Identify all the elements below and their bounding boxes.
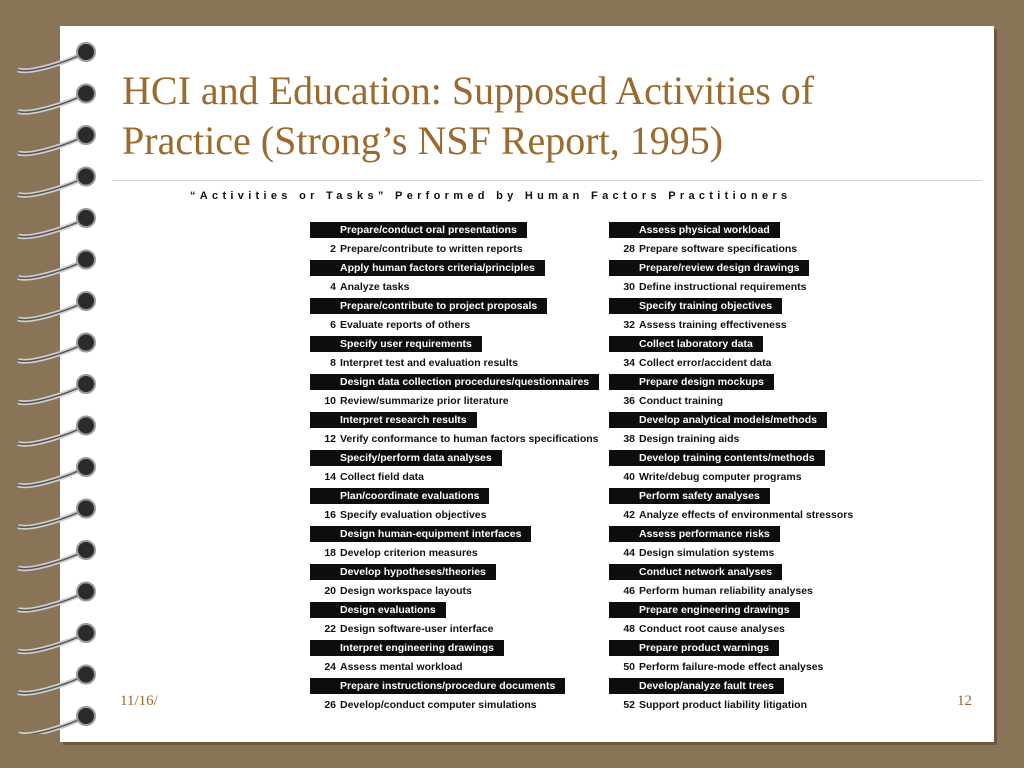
activity-label: Prepare/conduct oral presentations <box>310 222 527 238</box>
spiral-hole <box>77 417 95 435</box>
activity-label: Design data collection procedures/questionnaires <box>310 374 599 390</box>
activity-item <box>310 563 599 582</box>
spiral-hole <box>77 43 95 61</box>
activity-item <box>609 278 853 297</box>
slide-title-line2: Practice (Strong’s NSF Report, 1995) <box>122 118 724 163</box>
activity-label: Conduct network analyses <box>609 564 782 580</box>
slide-title <box>122 66 952 166</box>
slide-date: 11/16/ <box>120 693 158 709</box>
activity-number: 8 <box>330 357 336 369</box>
activity-number: 6 <box>330 319 336 331</box>
activity-item <box>310 620 599 639</box>
spiral-wire <box>18 592 86 611</box>
spiral-hole <box>77 168 95 186</box>
activity-item <box>310 468 599 487</box>
activity-label: Collect error/accident data <box>639 357 772 369</box>
activity-item <box>310 411 599 430</box>
activity-label: Prepare software specifications <box>639 243 798 255</box>
activity-label: Develop hypotheses/theories <box>310 564 496 580</box>
activity-label: Develop criterion measures <box>340 547 478 559</box>
activity-label: Assess training effectiveness <box>639 319 787 331</box>
activity-number: 38 <box>623 433 635 445</box>
spiral-wire <box>18 301 86 320</box>
spiral-wire <box>18 52 86 71</box>
activity-item <box>609 449 853 468</box>
spiral-wire <box>18 467 86 486</box>
activity-item <box>310 278 599 297</box>
activity-number: 48 <box>623 623 635 635</box>
activity-item <box>609 297 853 316</box>
spiral-hole <box>77 251 95 269</box>
spiral-hole <box>77 666 95 684</box>
spiral-hole <box>77 583 95 601</box>
spiral-wire <box>18 343 86 362</box>
activity-item <box>310 601 599 620</box>
activity-item <box>609 316 853 335</box>
spiral-wire <box>18 716 86 734</box>
activity-number: 24 <box>324 661 336 673</box>
spiral-hole <box>77 624 95 642</box>
activity-label: Plan/coordinate evaluations <box>310 488 489 504</box>
activity-label: Define instructional requirements <box>639 281 807 293</box>
activity-label: Design workspace layouts <box>340 585 472 597</box>
title-divider <box>112 180 982 181</box>
activity-item <box>609 259 853 278</box>
activity-label: Develop training contents/methods <box>609 450 825 466</box>
activity-item <box>310 335 599 354</box>
activity-item <box>310 240 599 259</box>
activity-item <box>310 297 599 316</box>
activity-number: 44 <box>623 547 635 559</box>
activity-label: Prepare product warnings <box>609 640 779 656</box>
activity-number: 16 <box>324 509 336 521</box>
activity-label: Review/summarize prior literature <box>340 395 509 407</box>
activity-label: Assess mental workload <box>340 661 463 673</box>
activity-item <box>609 487 853 506</box>
activity-item <box>609 392 853 411</box>
activity-number: 46 <box>623 585 635 597</box>
activity-label: Interpret research results <box>310 412 477 428</box>
activity-label: Interpret engineering drawings <box>310 640 504 656</box>
activity-number: 18 <box>324 547 336 559</box>
activity-item <box>609 620 853 639</box>
activity-number: 34 <box>623 357 635 369</box>
activity-item <box>310 487 599 506</box>
activity-item <box>310 544 599 563</box>
spiral-wire <box>18 135 86 154</box>
activity-item <box>609 335 853 354</box>
activity-label: Collect laboratory data <box>609 336 763 352</box>
spiral-wire <box>18 260 86 279</box>
spiral-hole <box>77 707 95 725</box>
activities-list-right <box>609 221 853 715</box>
activity-label: Prepare design mockups <box>609 374 774 390</box>
activities-list-left <box>310 221 599 715</box>
activity-label: Perform human reliability analyses <box>639 585 813 597</box>
spiral-wire <box>18 218 86 237</box>
spiral-wire <box>18 509 86 528</box>
activity-item <box>609 221 853 240</box>
activity-label: Verify conformance to human factors specifications <box>340 433 599 445</box>
activity-number: 26 <box>324 699 336 711</box>
activity-item <box>609 411 853 430</box>
spiral-wire <box>18 384 86 403</box>
activity-item <box>310 354 599 373</box>
spiral-hole <box>77 500 95 518</box>
activity-label: Support product liability litigation <box>639 699 807 711</box>
spiral-wire <box>18 94 86 113</box>
activity-item <box>609 677 853 696</box>
activity-item <box>310 259 599 278</box>
activity-label: Develop/conduct computer simulations <box>340 699 537 711</box>
activity-number: 42 <box>623 509 635 521</box>
spiral-hole <box>77 85 95 103</box>
activity-item <box>609 639 853 658</box>
activity-item <box>310 430 599 449</box>
activity-item <box>310 392 599 411</box>
activity-label: Design software-user interface <box>340 623 494 635</box>
spiral-hole <box>77 334 95 352</box>
activity-item <box>310 658 599 677</box>
activity-item <box>609 544 853 563</box>
activity-item <box>609 430 853 449</box>
activity-label: Specify evaluation objectives <box>340 509 487 521</box>
slide-page-number: 12 <box>957 693 972 709</box>
activity-item <box>310 696 599 715</box>
activity-number: 40 <box>623 471 635 483</box>
spiral-hole <box>77 541 95 559</box>
activity-label: Perform failure-mode effect analyses <box>639 661 824 673</box>
activity-item <box>609 468 853 487</box>
activity-number: 28 <box>623 243 635 255</box>
spiral-binding-icon <box>12 34 104 734</box>
activity-item <box>310 221 599 240</box>
activity-label: Prepare instructions/procedure documents <box>310 678 565 694</box>
activity-item <box>609 506 853 525</box>
activity-item <box>310 582 599 601</box>
activity-item <box>310 316 599 335</box>
activity-item <box>609 563 853 582</box>
activity-label: Specify/perform data analyses <box>310 450 502 466</box>
activity-number: 12 <box>324 433 336 445</box>
activity-number: 10 <box>324 395 336 407</box>
activity-label: Write/debug computer programs <box>639 471 802 483</box>
activity-label: Design evaluations <box>310 602 446 618</box>
activity-label: Interpret test and evaluation results <box>340 357 518 369</box>
activity-number: 30 <box>623 281 635 293</box>
activity-item <box>310 525 599 544</box>
spiral-wire <box>18 177 86 196</box>
activity-label: Prepare/contribute to project proposals <box>310 298 547 314</box>
activity-label: Perform safety analyses <box>609 488 770 504</box>
spiral-wire <box>18 550 86 569</box>
spiral-wire <box>18 675 86 694</box>
activity-item <box>609 240 853 259</box>
activity-label: Analyze tasks <box>340 281 410 293</box>
activity-number: 36 <box>623 395 635 407</box>
activity-label: Design human-equipment interfaces <box>310 526 531 542</box>
activity-item <box>609 658 853 677</box>
activity-label: Prepare engineering drawings <box>609 602 800 618</box>
activity-label: Specify training objectives <box>609 298 782 314</box>
activity-label: Develop analytical models/methods <box>609 412 827 428</box>
activity-item <box>310 373 599 392</box>
spiral-hole <box>77 458 95 476</box>
figure-title: “Activities or Tasks” Performed by Human Factors Practitioners <box>190 190 792 202</box>
activity-number: 4 <box>330 281 336 293</box>
spiral-hole <box>77 126 95 144</box>
spiral-hole <box>77 292 95 310</box>
activity-item <box>609 582 853 601</box>
activity-number: 52 <box>623 699 635 711</box>
activity-label: Prepare/contribute to written reports <box>340 243 523 255</box>
activity-item <box>609 373 853 392</box>
spiral-hole <box>77 375 95 393</box>
activity-label: Conduct training <box>639 395 723 407</box>
activity-item <box>310 449 599 468</box>
activity-label: Prepare/review design drawings <box>609 260 809 276</box>
spiral-hole <box>77 209 95 227</box>
activity-item <box>310 677 599 696</box>
activity-label: Assess physical workload <box>609 222 780 238</box>
activity-number: 14 <box>324 471 336 483</box>
spiral-wire <box>18 426 86 445</box>
activity-number: 2 <box>330 243 336 255</box>
spiral-wire <box>18 633 86 652</box>
activity-label: Assess performance risks <box>609 526 780 542</box>
activity-label: Apply human factors criteria/principles <box>310 260 545 276</box>
activity-label: Collect field data <box>340 471 425 483</box>
activity-label: Design training aids <box>639 433 740 445</box>
activity-item <box>609 696 853 715</box>
activity-item <box>310 506 599 525</box>
activity-item <box>609 601 853 620</box>
activity-item <box>609 354 853 373</box>
activity-label: Specify user requirements <box>310 336 482 352</box>
activity-label: Develop/analyze fault trees <box>609 678 784 694</box>
activity-number: 20 <box>324 585 336 597</box>
activity-item <box>310 639 599 658</box>
slide-title-line1: HCI and Education: Supposed Activities of <box>122 68 815 113</box>
activity-number: 32 <box>623 319 635 331</box>
activity-label: Analyze effects of environmental stressors <box>639 509 854 521</box>
activity-number: 50 <box>623 661 635 673</box>
activity-item <box>609 525 853 544</box>
activity-number: 22 <box>324 623 336 635</box>
activity-label: Design simulation systems <box>639 547 775 559</box>
activity-label: Evaluate reports of others <box>340 319 471 331</box>
activity-label: Conduct root cause analyses <box>639 623 785 635</box>
